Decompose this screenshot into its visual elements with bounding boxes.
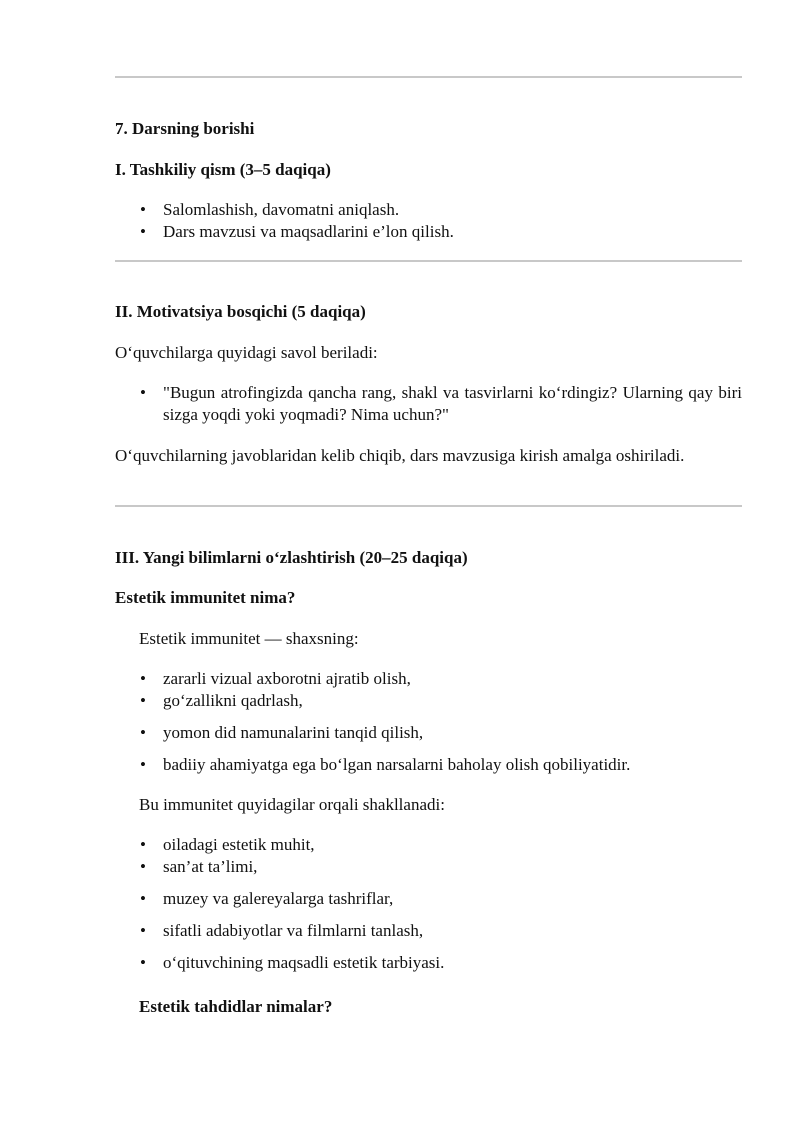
part2-outro: O‘quvchilarning javoblaridan kelib chiqib, dars mavzusiga kirish amalga oshiriladi. bbox=[115, 446, 685, 465]
bullet-icon: • bbox=[140, 691, 146, 710]
horizontal-rule bbox=[115, 260, 742, 262]
forms-list bbox=[115, 834, 742, 974]
section-title: 7. Darsning borishi bbox=[115, 119, 255, 138]
bullet-icon: • bbox=[140, 200, 146, 219]
part1-heading: I. Tashkiliy qism (3–5 daqiqa) bbox=[115, 160, 331, 179]
bullet-icon: • bbox=[140, 889, 146, 908]
list-item: • Salomlashish, davomatni aniqlash. bbox=[140, 200, 400, 219]
list-item: • yomon did namunalarini tanqid qilish, bbox=[140, 723, 424, 742]
list-item: • muzey va galereyalarga tashriflar, bbox=[140, 889, 394, 908]
bullet-icon: • bbox=[140, 921, 146, 940]
bullet-icon: • bbox=[140, 383, 146, 402]
forms-intro: Bu immunitet quyidagilar orqali shakllanadi: bbox=[139, 795, 445, 814]
bullet-icon: • bbox=[140, 222, 146, 241]
bullet-icon: • bbox=[140, 835, 146, 854]
list-item: • oiladagi estetik muhit, bbox=[140, 835, 315, 854]
list-item: • zararli vizual axborotni ajratib olish, bbox=[140, 669, 411, 688]
list-item: • sifatli adabiyotlar va filmlarni tanlash, bbox=[140, 921, 424, 940]
part2-question-list bbox=[115, 382, 742, 426]
definition-intro: Estetik immunitet — shaxsning: bbox=[139, 629, 359, 648]
horizontal-rule bbox=[115, 505, 742, 507]
bullet-icon: • bbox=[140, 755, 146, 774]
part1-list bbox=[115, 199, 742, 243]
bullet-icon: • bbox=[140, 669, 146, 688]
bullet-icon: • bbox=[140, 953, 146, 972]
subheading-threats: Estetik tahdidlar nimalar? bbox=[139, 997, 333, 1016]
horizontal-rule bbox=[115, 76, 742, 78]
part2-heading: II. Motivatsiya bosqichi (5 daqiqa) bbox=[115, 302, 366, 321]
list-item: • o‘qituvchining maqsadli estetik tarbiyasi. bbox=[140, 953, 445, 972]
bullet-icon: • bbox=[140, 857, 146, 876]
list-item: • "Bugun atrofingizda qancha rang, shakl va tasvirlarni ko‘rdingiz? Ularning qay biri sizga yoqdi yoki yoqmadi? Nima uchun?" bbox=[140, 383, 742, 424]
definition-list bbox=[115, 668, 742, 776]
bullet-icon: • bbox=[140, 723, 146, 742]
list-item: • badiiy ahamiyatga ega bo‘lgan narsalarni baholay olish qobiliyatidir. bbox=[140, 755, 631, 774]
part2-intro: O‘quvchilarga quyidagi savol beriladi: bbox=[115, 343, 378, 362]
part3-heading: III. Yangi bilimlarni o‘zlashtirish (20–25 daqiqa) bbox=[115, 548, 468, 567]
subheading-immunity: Estetik immunitet nima? bbox=[115, 588, 296, 607]
list-item: • go‘zallikni qadrlash, bbox=[140, 691, 303, 710]
list-item: • Dars mavzusi va maqsadlarini e’lon qilish. bbox=[140, 222, 454, 241]
list-item: • san’at ta’limi, bbox=[140, 857, 258, 876]
